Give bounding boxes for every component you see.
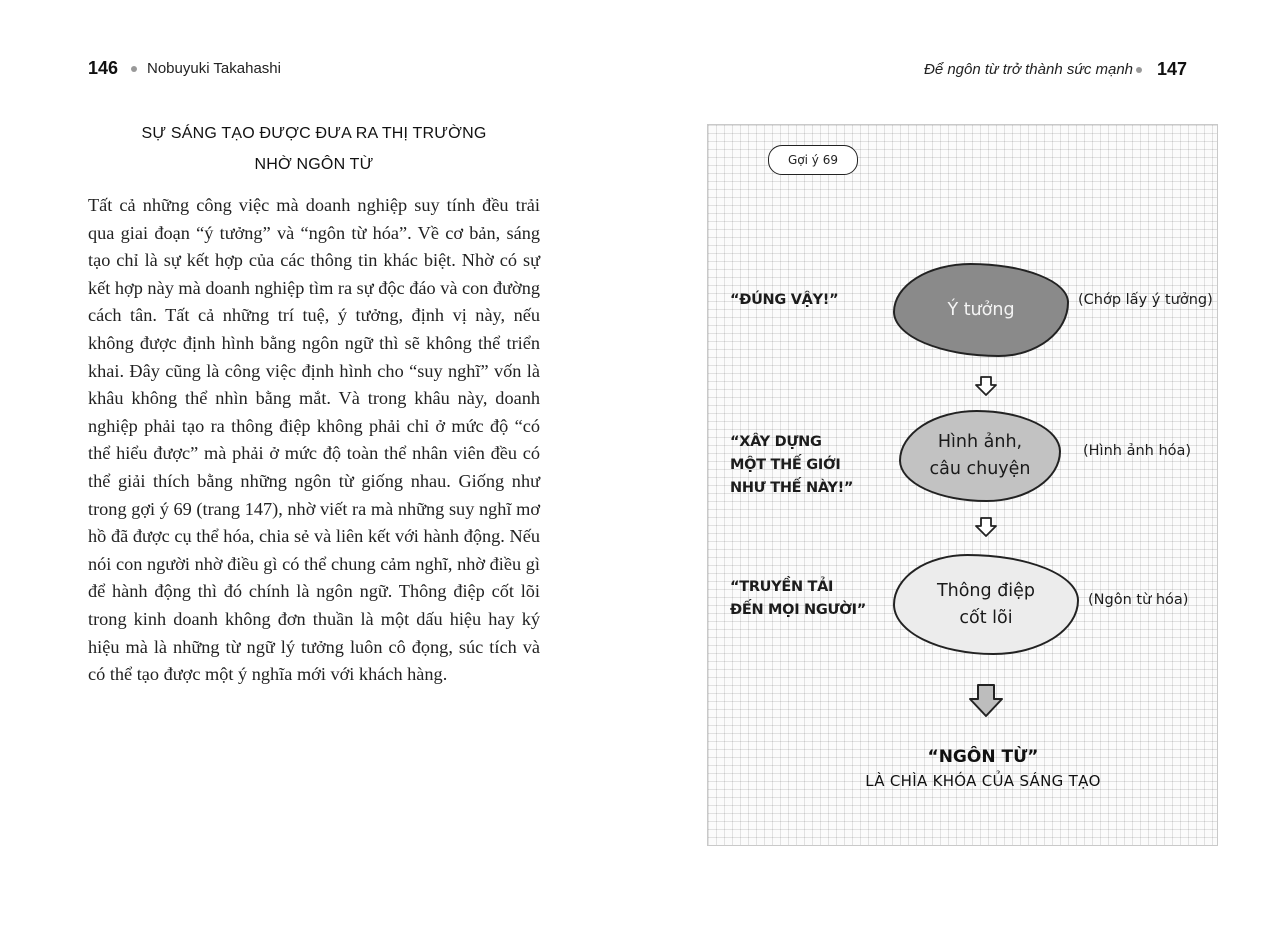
shape-label: câu chuyện bbox=[929, 459, 1031, 479]
down-arrow-icon bbox=[968, 684, 1004, 718]
author-name: Nobuyuki Takahashi bbox=[147, 60, 281, 77]
header-separator-dot bbox=[1136, 67, 1142, 73]
header-separator-dot bbox=[131, 66, 137, 72]
left-page-number: 146 bbox=[88, 58, 119, 78]
step1-note: (Chớp lấy ý tưởng) bbox=[1078, 292, 1213, 308]
shape-label: cốt lõi bbox=[959, 607, 1013, 628]
section-title-line: NHỜ NGÔN TỪ bbox=[254, 156, 374, 173]
quote-line: NHƯ THẾ NÀY!” bbox=[730, 480, 854, 496]
shape-label: Thông điệp bbox=[936, 580, 1036, 601]
conclusion bbox=[830, 744, 1136, 792]
section-title bbox=[88, 118, 540, 180]
right-page-number: 147 bbox=[1157, 59, 1188, 79]
step2-quote bbox=[730, 431, 853, 500]
conclusion-subheading: LÀ CHÌA KHÓA CỦA SÁNG TẠO bbox=[865, 772, 1101, 790]
image-story-shape bbox=[899, 410, 1061, 502]
core-message-shape bbox=[893, 554, 1079, 655]
shape-label: Ý tưởng bbox=[947, 299, 1015, 320]
quote-line: “ĐÚNG VẬY!” bbox=[730, 292, 839, 308]
quote-line: “XÂY DỰNG bbox=[730, 434, 822, 450]
shape-label: Hình ảnh, bbox=[937, 432, 1023, 452]
step2-note: (Hình ảnh hóa) bbox=[1083, 443, 1192, 459]
step3-quote bbox=[730, 576, 866, 622]
conclusion-heading: “NGÔN TỪ” bbox=[927, 747, 1039, 767]
down-arrow-icon bbox=[975, 376, 997, 396]
quote-line: “TRUYỀN TẢI bbox=[730, 579, 834, 595]
quote-line: ĐẾN MỌI NGƯỜI” bbox=[730, 602, 866, 618]
body-paragraph: Tất cả những công việc mà doanh nghiệp suy tính đều trải qua giai đoạn “ý tưởng” và “ngôn từ hóa”. Về cơ bản, sáng tạo chỉ là sự kết hợp của các thông tin khác biệt. Nhờ có sự kết hợp này mà doanh nghiệp tìm ra sự độc đáo và con đường cách tân. Tất cả những trí tuệ, ý tưởng, định vị này, nếu không được định hình bằng ngôn ngữ thì sẽ không thể triển khai. Đây cũng là công việc định hình cho “suy nghĩ” vốn là khâu không thể nhìn bằng mắt. Và trong khâu này, doanh nghiệp phải tạo ra thông điệp không phải chỉ ở mức độ “có thể hiểu được” mà phải ở mức độ toàn thể nhân viên đều có thể giải thích bằng những ngôn từ giống nhau. Giống như trong gợi ý 69 (trang 147), nhờ viết ra mà những suy nghĩ mơ hồ đã được cụ thể hóa, chia sẻ và liên kết với hành động. Nếu nói con người nhờ điều gì có thể chung cảm nghĩ, nhờ điều gì để hành động thì đó chính là ngôn ngữ. Thông điệp cốt lõi trong kinh doanh không đơn thuần là một dấu hiệu hay ký hiệu mà là những từ ngữ lý tưởng luôn cô đọng, súc tích và có thể tạo được một ý nghĩa mới với khách hàng. bbox=[88, 195, 540, 685]
section-title-line: SỰ SÁNG TẠO ĐƯỢC ĐƯA RA THỊ TRƯỜNG bbox=[141, 125, 487, 142]
quote-line: MỘT THẾ GIỚI bbox=[730, 457, 841, 473]
hint-label: Gợi ý 69 bbox=[768, 145, 858, 175]
step3-note: (Ngôn từ hóa) bbox=[1088, 592, 1189, 608]
running-title: Để ngôn từ trở thành sức mạnh bbox=[924, 61, 1134, 78]
step1-quote bbox=[730, 289, 838, 312]
down-arrow-icon bbox=[975, 517, 997, 537]
